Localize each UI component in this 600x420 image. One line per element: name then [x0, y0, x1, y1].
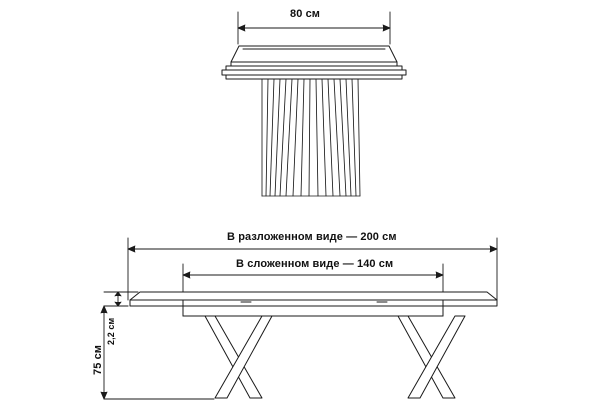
- table-apron: [183, 306, 443, 316]
- tabletop-front-view: [130, 292, 497, 306]
- pedestal-base: [262, 79, 360, 196]
- top-width-label: 80 см: [290, 8, 321, 20]
- tabletop-top-view: [222, 46, 406, 79]
- folded-width-label: В сложенном виде — 140 см: [236, 258, 394, 270]
- height-label: 75 см: [92, 344, 104, 375]
- x-legs: [205, 316, 465, 398]
- extended-width-label: В разложенном виде — 200 см: [227, 231, 397, 243]
- height-dimension: [101, 306, 214, 399]
- thickness-label: 2,2 см: [106, 317, 116, 345]
